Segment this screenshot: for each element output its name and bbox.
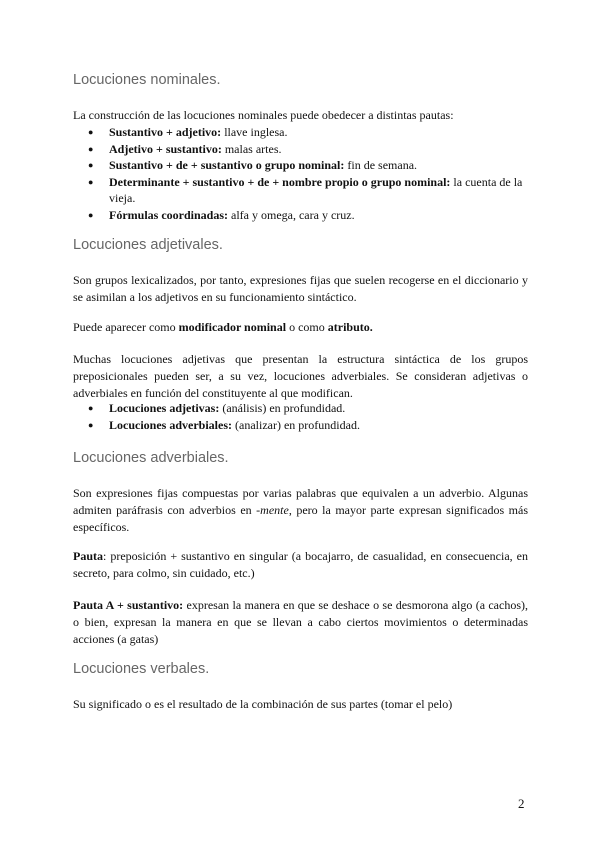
bullet-icon: ● [88,143,94,154]
list-item-text: fin de semana. [344,158,418,172]
list-item [73,400,528,417]
nominales-intro: La construcción de las locuciones nominales puede obedecer a distintas pautas: [73,108,454,122]
bullet-icon: ● [88,176,94,187]
heading-verbales: Locuciones verbales. [73,661,210,677]
text-run: expresan la manera en que se deshace o se desmorona algo (a cachos), o bien, expresan la manera en que se llevan a cabo ciertos movimientos o determinadas acciones (a gatas) [73,598,528,646]
list-item [73,157,528,174]
bullet-icon: ● [88,403,94,413]
text-run: : preposición + sustantivo en singular (a bocajarro, de casualidad, en consecuencia, en secreto, para colmo, sin cuidado, etc.) [73,549,528,580]
bullet-icon: ● [88,419,94,430]
list-item [73,417,528,434]
list-item-term: Fórmulas coordinadas: [109,207,229,222]
heading-nominales: Locuciones nominales. [73,72,221,88]
page-number: 2 [518,796,525,811]
adjetivales-paragraph-3: Muchas locuciones adjetivas que presentan la estructura sintáctica de los grupos preposicionales pueden ser, a su vez, locuciones adverbiales. Se consideran adjetivas o adverbiales en función del constituyente al que modifican. [73,352,528,400]
adjetivales-paragraph-1: Son grupos lexicalizados, por tanto, expresiones fijas que suelen recogerse en el diccionario y se asimilan a los adjetivos en su funcionamiento sintáctico. [73,273,528,304]
verbales-paragraph-1: Su significado o es el resultado de la combinación de sus partes (tomar el pelo) [73,697,453,711]
list-item-text: malas artes. [221,141,282,156]
list-item-text: llave inglesa. [221,125,288,139]
bold-term: atributo. [327,320,373,334]
list-item-term: Locuciones adjetivas: [109,401,220,415]
bullet-icon: ● [88,127,94,137]
bold-term: Pauta [73,549,103,563]
nominales-list [73,124,528,223]
text-run: , pero la mayor parte expresan significados más específicos. [73,503,528,534]
list-item [73,141,528,158]
text-run: o como [286,320,328,334]
adjetivales-paragraph-2 [73,319,528,336]
list-item [73,207,528,224]
list-item-text: la cuenta de la vieja. [109,174,523,205]
list-item-term: Determinante + sustantivo + de + nombre propio o grupo nominal: [109,174,451,189]
bullet-icon: ● [88,160,94,170]
adverbiales-paragraph-2 [73,548,528,582]
list-item [73,174,528,207]
list-item-text: alfa y omega, cara y cruz. [228,207,355,222]
list-item-term: Sustantivo + de + sustantivo o grupo nominal: [109,158,345,172]
bold-term: modificador nominal [178,320,287,334]
list-item-term: Sustantivo + adjetivo: [109,125,222,139]
adverbiales-paragraph-1 [73,485,528,536]
list-item [73,124,528,141]
adverbiales-paragraph-3 [73,597,528,648]
list-item-term: Adjetivo + sustantivo: [109,141,222,156]
adjetivales-list [73,400,528,433]
heading-adverbiales: Locuciones adverbiales. [73,450,229,466]
heading-adjetivales: Locuciones adjetivales. [73,237,223,253]
list-item-text: (análisis) en profundidad. [219,401,346,415]
italic-term: -mente [256,503,289,517]
bold-term: Pauta A + sustantivo: [73,598,184,612]
text-run: Puede aparecer como [73,320,179,334]
list-item-term: Locuciones adverbiales: [109,417,232,432]
text-run: Son expresiones fijas compuestas por varias palabras que equivalen a un adverbio. Algunas admiten paráfrasis con adverbios en [73,486,528,517]
list-item-text: (analizar) en profundidad. [232,417,360,432]
bullet-icon: ● [88,209,94,220]
